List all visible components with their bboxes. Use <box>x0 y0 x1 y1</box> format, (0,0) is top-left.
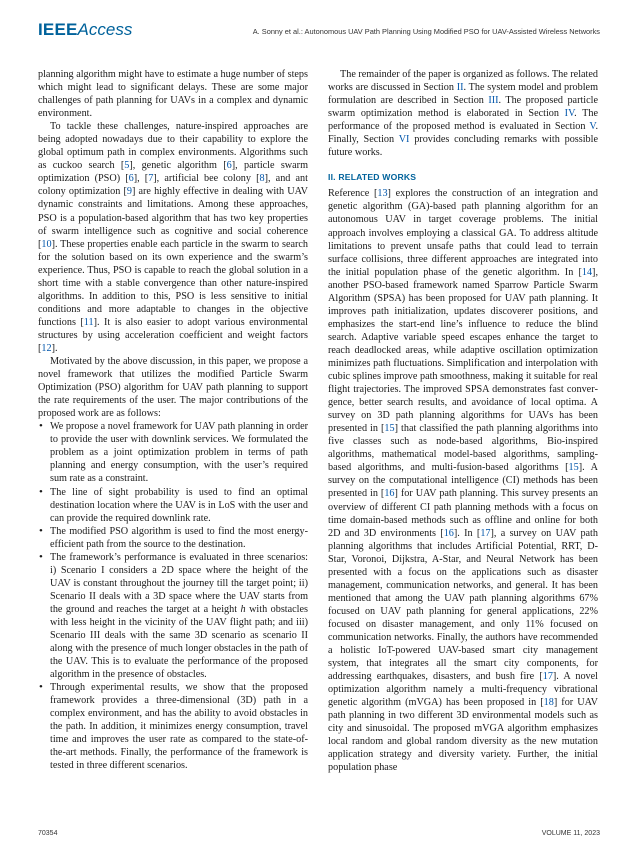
citation-link[interactable]: 14 <box>581 266 593 278</box>
list-item: • We propose a novel framework for UAV path planning in order to provide the user with downlink services. We formulated the problem as a joint optimization problem in terms of path planning and energy consumption, with the user’s required sum rate as a constraint. <box>50 420 308 485</box>
running-title: A. Sonny et al.: Autonomous UAV Path Planning Using Modified PSO for UAV-Assisted Wireless Networks <box>252 27 600 36</box>
list-item: • The line of sight probability is used to find an optimal destination location where the UAV is in LoS with the user and can provide the required downlink rate. <box>50 486 308 525</box>
citation-link[interactable]: 5 <box>124 160 130 172</box>
list-item: • The modified PSO algorithm is used to find the most energy-efficient path from the source to the destination. <box>50 525 308 551</box>
citation-link[interactable]: 13 <box>377 188 388 200</box>
section-link[interactable]: IV <box>564 108 575 120</box>
citation-link[interactable]: 7 <box>148 173 154 185</box>
section-link[interactable]: V <box>589 121 596 133</box>
paragraph: Reference [13] explores the construction of an integration and genetic algorithm (GA)-based path planning algorithm for an autonomous UAV in target coverage problems. The initial approach involves employing a classical GA. To address altitude limitations to prevent unsafe paths that could lead to terrain surface collisions, three different approaches are integrated into the initial population phase of the genetic algorithm. In [14], another PSO-based framework named Sparrow Particle Swarm Algorithm (SPSA) has been proposed for UAV path planning. It improves path initialization, updates discoverer positions, and emphasizes the start-end line’s influence to reduce the blind search. Adaptive variable speed escapes enhance the target to reach deadlocked areas, while adaptive oscillation optimization minimizes path fluctuations. Simplification and interpolation with cubic splines improve path smoothness, making it suitable for real flight trajectories. The improved SPSA demonstrates fast convergence, better search results, and avoidance of local optima. A survey on 3D path planning algorithms for UAVs has been presented in [15] that classified the path planning algorithms into five classes such as node-based algorithms, Bio-inspired algorithms, mathematical model-based algorithms, sampling-based algorithms, and multi-fusion-based algorithms [15]. A survey on the computational intelligence (CI) methods has been presented in [16] for UAV path planning. This survey presents an overview of different CI path planning methods with a focus on time domain-based methods such as offline and online for both 2D and 3D environments [16]. In [17], a survey on UAV path planning algorithms that includes Artificial Potential, RRT, D-Star, Voronoi, Dijkstra, A-Star, and Neural Network has been presented with a focus on the applications such as disaster management, communication networks, and general. It has been mentioned that among the UAV path planning algorithms 67% focused on UAV path planning for general applications, 22% focused on disaster management, and only 11% focused on communication networks. Finally, the authors have recommended a holistic IoT-powered UAV-based smart city management system, that integrates all the smart city components, for addressing earthquakes, disasters, and bush fire [17]. A novel optimization algorithm namely a multi-frequency vibrational genetic algorithm (mVGA) has been proposed in [18] for UAV path planning in two different 3D environmental models such as city and sinusoidal. The proposed mVGA algorithm emphasizes local random and global random diversity as the new mutation application strategy and diversity variety. Further, the initial population phase <box>328 188 598 774</box>
citation-link[interactable]: 10 <box>41 238 52 250</box>
paragraph: Motivated by the above discussion, in this paper, we propose a novel framework that utilizes the modified Particle Swarm Optimization (PSO) algorithm for UAV path planning to support the rate requirements of the user. The major contributions of the proposed work are as follows: <box>38 356 308 420</box>
list-item: • The framework’s performance is evaluated in three scenarios: i) Scenario I considers a 2D space where the height of the UAV is constant throughout the journey till the target point; ii) Scenario II deals with a 3D space where the UAV starts from the ground and reaches the target at a height h with obstacles with less height in the vicinity of the UAV flight path; and iii) Scenario III deals with the same 3D scenario as scenario II along with the presence of much longer obstacles in the path of the UAV. This is to evaluate the performance of the proposed algorithm in the presence of obstacles. <box>50 551 308 681</box>
citation-link[interactable]: 16 <box>384 488 395 500</box>
citation-link[interactable]: 11 <box>83 316 94 328</box>
section-heading: II. RELATED WORKS <box>328 172 417 183</box>
citation-link[interactable]: 18 <box>543 697 554 709</box>
citation-link[interactable]: 12 <box>41 342 52 354</box>
citation-link[interactable]: 16 <box>443 527 454 539</box>
citation-link[interactable]: 6 <box>128 173 134 185</box>
citation-link[interactable]: 15 <box>384 423 395 435</box>
list-item: • Through experimental results, we show that the proposed framework provides a three-dimensional (3D) path in a complex environment, and has the ability to avoid obstacles in the path. In addition, it minimizes energy consumption, travel time and improves the user rate as compared to the state-of-the-art methods. Finally, the performance of the framework is tested in three different scenarios. <box>50 681 308 772</box>
journal-logo: IEEEAccess <box>38 20 133 39</box>
paragraph: To tackle these challenges, nature-inspired approaches are being adopted nowadays due to their capability to explore the global optimum path in complex environments. Algorithms such as cuckoo search [5], genetic algorithm [6], particle swarm optimization (PSO) [6], [7], artificial bee colony [8], and ant colony optimization [9] are highly effective in dealing with UAV dynamic constraints and limitations. Among these approaches, PSO is a population-based algorithm that has two key properties of swarm intelligence such as cognitive and social coherence [10]. These properties enable each particle in the swarm to search for the solution based on its own experience and the swarm’s experience. Thus, PSO is capable to reach the global solution in a short time with a stable convergence than other nature-inspired algorithms. In addition to this, PSO is less sensitive to initial conditions and more adaptable to changes in the objective functions [11]. It is also easier to adopt various environmental structures by using acceleration coefficient and weight factors [12]. <box>38 121 308 354</box>
paragraph: planning algorithm might have to estimate a huge number of steps which might lead to significant delays. These are some major challenges of path planning for UAVs in a complex and dynamic environment. <box>38 69 308 120</box>
section-link[interactable]: VI <box>398 134 410 146</box>
citation-link[interactable]: 8 <box>259 173 265 185</box>
citation-link[interactable]: 15 <box>568 462 579 474</box>
right-column <box>328 68 598 774</box>
page-number: 70354 <box>38 830 58 837</box>
left-column <box>38 68 308 773</box>
volume-label: VOLUME 11, 2023 <box>541 830 600 837</box>
paragraph: The remainder of the paper is organized as follows. The related works are discussed in Section II. The system model and problem formulation are described in Section III. The proposed particle swarm optimization method is elaborated in Section IV. The performance of the proposed method is evaluated in Section V. Finally, Section VI provides concluding remarks with possible future works. <box>328 69 599 159</box>
citation-link[interactable]: 17 <box>542 671 553 683</box>
citation-link[interactable]: 6 <box>226 160 232 172</box>
section-link[interactable]: II <box>456 82 464 94</box>
citation-link[interactable]: 17 <box>480 527 491 539</box>
section-link[interactable]: III <box>488 95 499 107</box>
citation-link[interactable]: 9 <box>126 186 132 198</box>
contribution-list <box>38 420 308 772</box>
